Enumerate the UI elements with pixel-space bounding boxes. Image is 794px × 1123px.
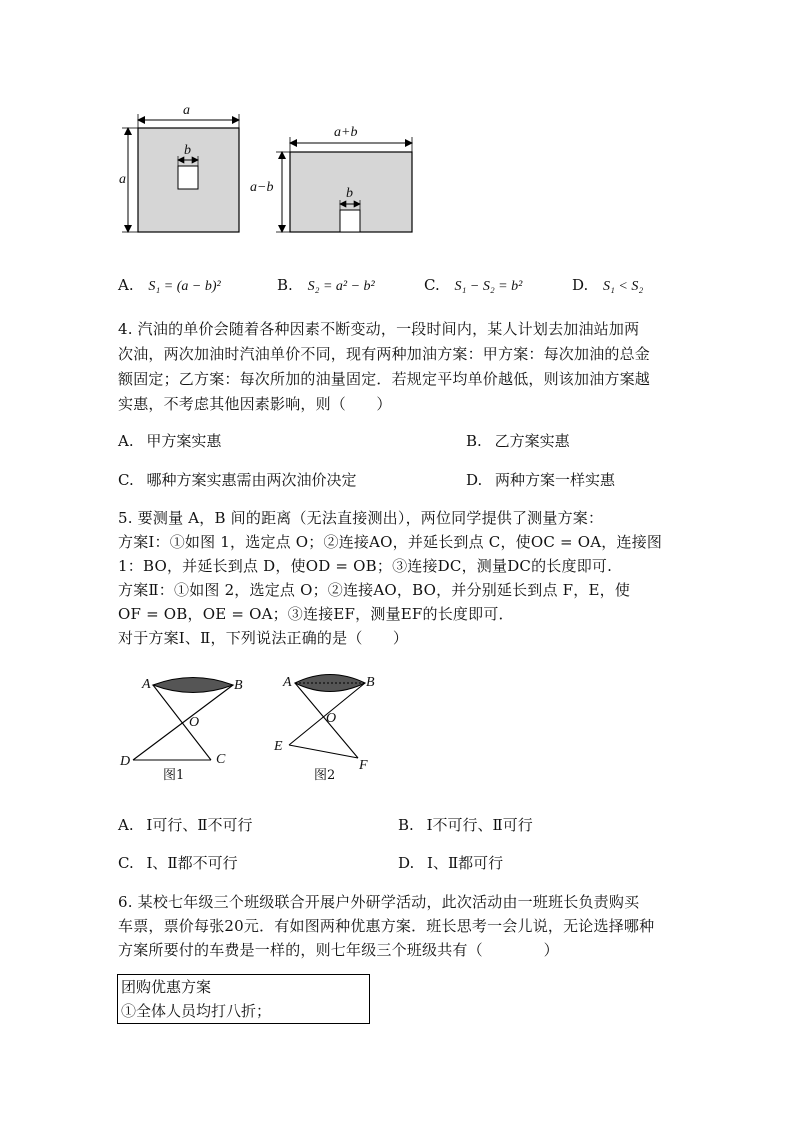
option-key: B.: [398, 816, 414, 834]
q5-line-6: 对于方案Ⅰ、Ⅱ，下列说法正确的是（ ）: [118, 629, 409, 647]
right-hole: [340, 210, 360, 232]
fig1-label-b: B: [234, 678, 243, 693]
fig2-label-e: E: [274, 739, 283, 754]
q3-figures: [110, 100, 430, 240]
option-text: 甲方案实惠: [146, 432, 222, 450]
left-width-label: a: [183, 103, 190, 118]
option-text: 哪种方案实惠需由两次油价决定: [146, 471, 357, 489]
q6-line-2: 车票，票价每张20元．有如图两种优惠方案．班长思考一会儿说，无论选择哪种: [118, 917, 655, 935]
q3-option-c[interactable]: [424, 276, 522, 295]
lens-ab: [153, 678, 233, 693]
lens-ab: [295, 675, 365, 692]
option-key: A.: [118, 276, 134, 294]
option-text: 乙方案实惠: [494, 432, 570, 450]
q4-option-c[interactable]: [118, 469, 357, 490]
fig1-label-a: A: [142, 677, 151, 692]
discount-plan-title: 团购优惠方案: [121, 978, 212, 996]
option-key: C.: [118, 854, 134, 872]
option-key: B.: [466, 432, 482, 450]
fig1-label-c: C: [216, 752, 226, 767]
option-text: S₁ − S₂ = b²: [454, 279, 523, 294]
q4-line-4: 实惠，不考虑其他因素影响，则（ ）: [118, 395, 392, 413]
right-hole-label: b: [346, 186, 353, 201]
q4-line-3: 额固定；乙方案：每次所加的油量固定．若规定平均单价越低，则该加油方案越: [118, 370, 651, 388]
option-text: S₁ = (a − b)²: [148, 279, 221, 294]
option-key: C.: [118, 471, 134, 489]
fig2-label-o: O: [326, 711, 337, 726]
option-key: B.: [277, 276, 293, 294]
q5-option-c[interactable]: [118, 852, 238, 873]
option-key: A.: [118, 432, 134, 450]
right-height-label: a−b: [250, 180, 274, 195]
q6-line-3: 方案所要付的车费是一样的，则七年级三个班级共有（ ）: [118, 941, 559, 959]
option-text: Ⅰ可行、Ⅱ不可行: [146, 816, 253, 834]
option-key: D.: [572, 276, 589, 294]
q4-option-d[interactable]: [466, 469, 615, 490]
q5-line-5: OF = OB，OE = OA；③连接EF，测量EF的长度即可．: [118, 605, 514, 623]
q3-option-a[interactable]: [118, 276, 221, 295]
option-text: Ⅰ、Ⅱ都可行: [427, 854, 504, 872]
q5-line-2: 方案Ⅰ：①如图 1，选定点 O；②连接AO，并延长到点 C，使OC = OA，连接图: [118, 533, 663, 551]
option-text: 两种方案一样实惠: [495, 471, 616, 489]
q3-option-b[interactable]: [277, 276, 375, 295]
fig1-label-o: O: [189, 715, 200, 730]
option-text: S₁ < S₂: [603, 279, 644, 294]
q3-option-d[interactable]: [572, 276, 643, 295]
q4-line-2: 次油，两次加油时汽油单价不同，现有两种加油方案：甲方案：每次加油的总金: [118, 345, 651, 363]
option-key: D.: [398, 854, 415, 872]
q5-line-3: 1：BO，并延长到点 D，使OD = OB；③连接DC，测量DC的长度即可.: [118, 557, 613, 575]
option-key: C.: [424, 276, 440, 294]
discount-plan-item-1: ①全体人员均打八折；: [121, 1002, 272, 1020]
fig1-label-d: D: [120, 754, 131, 769]
q4-option-a[interactable]: [118, 430, 221, 451]
option-text: S₂ = a² − b²: [307, 279, 375, 294]
fig2-label-f: F: [359, 758, 368, 773]
q6-line-1: 6. 某校七年级三个班级联合开展户外研学活动，此次活动由一班班长负责购买: [118, 893, 640, 911]
option-text: Ⅰ不可行、Ⅱ可行: [426, 816, 533, 834]
discount-plan-box: [117, 974, 370, 1024]
fig2-caption: 图2: [314, 768, 336, 783]
q4-line-1: 4. 汽油的单价会随着各种因素不断变动，一段时间内，某人计划去加油站加两: [118, 320, 640, 338]
left-hole: [178, 166, 198, 189]
q5-option-a[interactable]: [118, 814, 253, 835]
option-text: Ⅰ、Ⅱ都不可行: [146, 854, 238, 872]
option-key: D.: [466, 471, 483, 489]
option-key: A.: [118, 816, 134, 834]
left-height-label: a: [119, 172, 126, 187]
fig2-label-a: A: [283, 675, 292, 690]
fig2-label-b: B: [366, 675, 375, 690]
q5-option-d[interactable]: [398, 852, 503, 873]
right-width-label: a+b: [334, 125, 358, 140]
q5-line-1: 5. 要测量 A，B 间的距离（无法直接测出），两位同学提供了测量方案：: [118, 509, 604, 527]
fig1-caption: 图1: [163, 768, 185, 783]
q5-option-b[interactable]: [398, 814, 533, 835]
q5-line-4: 方案Ⅱ：①如图 2，选定点 O；②连接AO，BO，并分别延长到点 F，E，使: [118, 581, 631, 599]
q4-option-b[interactable]: [466, 430, 570, 451]
left-hole-label: b: [184, 143, 191, 158]
